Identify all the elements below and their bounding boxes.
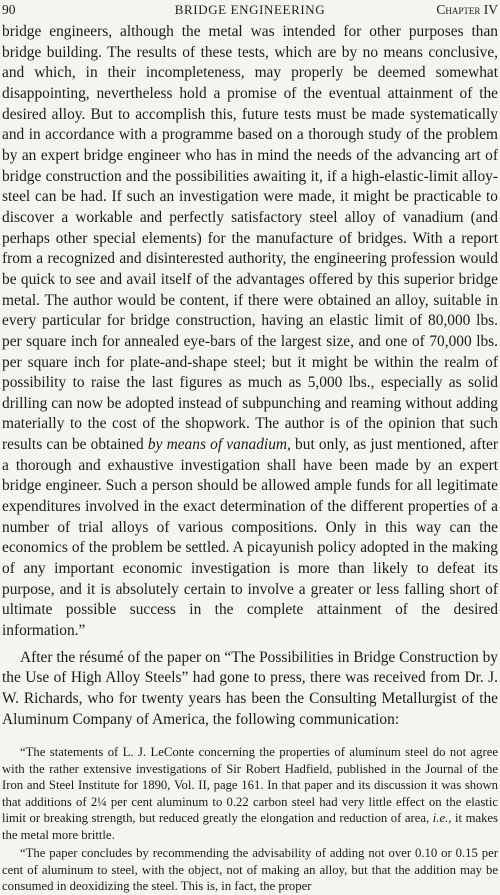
quote-paragraph-2: “The paper concludes by recommending the advisability of adding not over 0.10 or 0.15 per cent of aluminum to steel, with the object, not of making an alloy, but that the addition may be consumed in deoxidizing the steel. This is, in fact, the proper <box>2 846 498 894</box>
emphasis-ie: i.e., <box>432 811 452 826</box>
page-body <box>2 22 498 895</box>
page-number: 90 <box>2 2 16 17</box>
quoted-communication <box>2 744 498 895</box>
emphasis-vanadium: by means of vanadium, <box>147 436 291 454</box>
paragraph-richards: After the résumé of the paper on “The Possibilities in Bridge Construction by the Use of High Alloy Steels” had gone to press, there was received from Dr. J. W. Richards, who for twenty years has been the Consulting Metallurgist of the Aluminum Company of America, the following communication: <box>2 648 498 728</box>
running-title: BRIDGE ENGINEERING <box>174 2 326 17</box>
chapter-label: Chapter IV <box>436 2 498 17</box>
quote-paragraph-1: “The statements of L. J. LeConte concerning the properties of aluminum steel do not agree with the rather extensive investigations of Sir Robert Hadfield, published in the Journal of the Iron and Steel Institute for 1890, Vol. II, page 161. In that paper and its discussion it was shown that additions of 2¼ per cent aluminum to 0.22 carbon steel had very little effect on the elastic limit or breaking strength, but reduced greatly the elongation and reduction of area, i.e., it makes the metal more brittle. <box>2 745 498 842</box>
paragraph-continued: bridge engineers, although the metal was intended for other purposes than bridge building. The results of these tests, which are by no means conclusive, and which, in their incompleteness, may properly be deemed somewhat disappointing, nevertheless hold a promise of the eventual attainment of the desired alloy. But to accomplish this, future tests must be made systematically and in accordance with a programme based on a thorough study of the problem by an expert bridge engineer who has in mind the needs of the advancing art of bridge construction and the possibilities awaiting it, if a high-elastic-limit alloy-steel can be had. If such an investigation were made, it might be practicable to discover a workable and perfectly satisfactory steel alloy of vanadium (and perhaps other special elements) for the manufacture of bridges. With a report from a recognized and disinterested authority, the engineering profession would be quick to see and avail itself of the advantages offered by this superior bridge metal. The author would be content, if there were obtained an alloy, suitable in every particular for bridge construction, having an elastic limit of 80,000 lbs. per square inch for annealed eye-bars of the largest size, and one of 70,000 lbs. per square inch for plate-and-shape steel; but it might be within the realm of possibility to raise the last figures as much as 5,000 lbs., especially as solid drilling can now be adopted instead of subpunching and reaming without adding materially to the cost of the shopwork. The author is of the opinion that such results can be obtained by means of vanadium, but only, as just mentioned, after a thorough and exhaustive investigation shall have been made by an expert bridge engineer. Such a person should be allowed ample funds for all legitimate expenditures involved in the exact determination of the different properties of a number of trial alloys of various compositions. Only in this way can the economics of the problem be settled. A picayunish policy adopted in the making of any important economic investigation is more than likely to defeat its purpose, and it is absolutely certain to involve a greater or less falling short of ultimate possible success in the complete attainment of the desired information.” <box>2 23 499 640</box>
running-header <box>2 0 498 20</box>
main-text <box>2 22 498 730</box>
